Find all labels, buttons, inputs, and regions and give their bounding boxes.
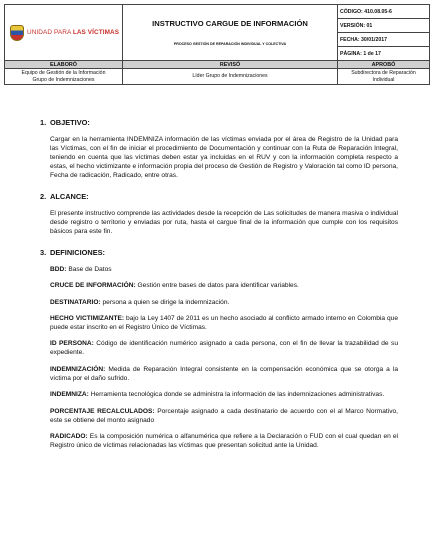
document-version: VERSIÓN: 01: [338, 19, 430, 33]
logo-text: UNIDAD PARA LAS VÍCTIMAS: [27, 29, 120, 36]
section-objetivo-text: Cargar en la herramienta INDEMNIZA información de las víctimas enviada por el área de Registro de la Unidad para las Víctimas, con el fin de iniciar el procedimiento de Documentación y continuar con la Ruta de Reparación Integral, teniendo en cuenta que las víctimas deben estar ya incluidas en el RUV y con la información completa respecto a estas, el hecho victimizante e información propia del proceso de Gestión de Registro y Valoración tal como ID persona, Fecha de radicación, Radicado, entre otras.: [50, 136, 398, 179]
section-alcance-text: El presente instructivo comprende las actividades desde la recepción de Las solicitudes de manera masiva o individual desde registro o territorio y enviadas por ruta, hasta el cargue final de la información que cumple con los requisitos básicos para este fin.: [50, 209, 398, 235]
unidad-victimas-logo: [7, 25, 120, 41]
definition-item: DESTINATARIO: persona a quien se dirige la indemnización.: [50, 298, 230, 306]
elaboro-value: Equipo de Gestión de la Información Grupo de Indemnizaciones: [5, 69, 123, 85]
definition-item: INDEMNIZACIÓN: Medida de Reparación Integral consistente en la compensación económica que se otorga a la víctima por el daño sufrido.: [50, 365, 398, 382]
reviso-value: Líder Grupo de Indemnizaciones: [123, 69, 338, 85]
definition-item: RADICADO: Es la composición numérica o alfanumérica que refiere a la Declaración o FUD con el cual quedan en el Registro único de víctimas relacionadas las víctimas que presentan solicitud ante la Unidad.: [50, 433, 398, 450]
logo-cell: [5, 5, 123, 61]
definition-item: HECHO VICTIMIZANTE: bajo la Ley 1407 de 2011 es un hecho asociado al conflicto armado interno en Colombia que puede estar inscrito en el Registro Único de Víctimas.: [50, 314, 398, 331]
col-elaboro: ELABORÓ: [5, 61, 123, 69]
definition-item: INDEMNIZA: Herramienta tecnológica donde se administra la información de las indemnizaciones administrativas.: [50, 391, 385, 399]
document-header: [4, 4, 430, 85]
definition-item: ID PERSONA: Código de identificación numérico asignado a cada persona, con el fin de llevar la trazabilidad de su expediente.: [50, 340, 398, 357]
col-reviso: REVISÓ: [123, 61, 338, 69]
signature-row: [5, 69, 430, 85]
section-definiciones-heading: 3. DEFINICIONES:: [40, 247, 106, 257]
signature-header-row: [5, 61, 430, 69]
section-objetivo-heading: 1. OBJETIVO:: [40, 118, 90, 127]
section-alcance-heading: 2. ALCANCE:: [40, 191, 89, 201]
document-code: CÓDIGO: 410.08.05-6: [338, 5, 430, 19]
document-body: [40, 118, 398, 458]
definition-item: CRUCE DE INFORMACIÓN: Gestión entre bases de datos para identificar variables.: [50, 282, 299, 290]
coat-of-arms-icon: [10, 25, 24, 41]
title-cell: [123, 5, 338, 61]
document-page: PÁGINA: 1 de 17: [338, 47, 430, 61]
process-name: PROCESO GESTIÓN DE REPARACIÓN INDIVIDUAL Y COLECTIVA: [173, 42, 287, 46]
definition-item: PORCENTAJE RECALCULADOS: Porcentaje asignado a cada destinatario de acuerdo con el al Marco Normativo, este se obtiene del monto asignado: [50, 407, 398, 424]
document-title: INSTRUCTIVO CARGUE DE INFORMACIÓN: [152, 19, 308, 28]
col-aprobo: APROBÓ: [338, 61, 430, 69]
definition-item: BDD: Base de Datos: [50, 265, 112, 273]
aprobo-value: Subdirectora de Reparación Individual: [338, 69, 430, 85]
document-date: FECHA: 30/01/2017: [338, 33, 430, 47]
